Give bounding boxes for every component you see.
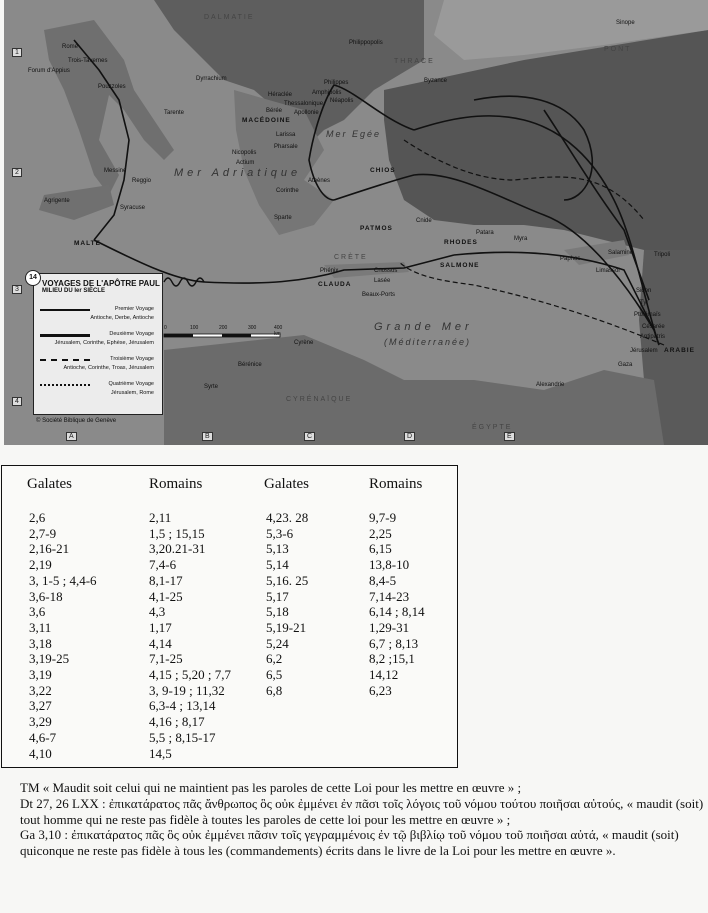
place-clauda: CLAUDA: [318, 281, 352, 288]
note-dt: Dt 27, 26 LXX : ἐπικατάρατος πᾶς ἄνθρωπος ὃς οὐκ ἐμμένει ἐν πᾶσι τοῖς λόγοις τοῦ νόμου τούτου ποιῆσαι αὐτούς, « maudit (soit) tout homme qui ne reste pas fidèle à toutes les paroles de cette loi pour les mettre en œuvre » ;: [20, 795, 704, 827]
table-cell: 4,6-7: [29, 729, 57, 745]
header-romains-1: Romains: [149, 476, 203, 492]
legend-item-name: Troisième Voyage: [110, 356, 154, 362]
place-larissa: Larissa: [276, 132, 296, 138]
sea-egee: Mer Egée: [326, 129, 382, 139]
table-cell: 3,27: [29, 698, 52, 714]
place-sinope: Sinope: [616, 20, 635, 26]
header-galates-2: Galates: [264, 476, 309, 492]
table-cell: 5,3-6: [266, 525, 294, 541]
scale-label: 300: [248, 325, 257, 331]
legend-line-solid: [40, 309, 90, 311]
legend-number: 14: [25, 270, 41, 286]
place-paphos: Paphos: [560, 256, 581, 262]
map: [4, 0, 708, 445]
table-cell: 3,29: [29, 714, 52, 730]
table-cell: 9,7-9: [369, 510, 397, 525]
legend-item-name: Deuxième Voyage: [109, 331, 154, 337]
legend-subtitle: MILIEU DU Ier SIÈCLE: [42, 288, 106, 294]
place-cnide: Cnide: [416, 218, 432, 224]
place-sparte: Sparte: [274, 215, 292, 221]
place-trois-tavernes: Trois-Tavernes: [68, 58, 108, 64]
place-chios: CHIOS: [370, 167, 396, 174]
place-jerusalem: Jérusalem: [630, 348, 658, 354]
legend-item-route: Jérusalem, Corinthe, Ephèse, Jérusalem: [54, 340, 154, 346]
place-arabie: ARABIE: [664, 347, 695, 354]
grid-col-b: B: [202, 432, 213, 441]
place-patmos: PATMOS: [360, 225, 393, 232]
legend-item: [40, 306, 156, 330]
table-cell: 7,4-6: [149, 557, 177, 573]
place-thessalonique: Thessalonique: [284, 101, 324, 107]
table-cell: 3, 9-19 ; 11,32: [149, 682, 225, 698]
place-patara: Patara: [476, 230, 494, 236]
legend-line-dashed: [40, 359, 90, 361]
table-cell: 4,3: [149, 604, 166, 620]
place-cyrene: Cyrène: [294, 340, 314, 346]
place-pharsale: Pharsale: [274, 144, 298, 150]
place-tyr: Tyr: [640, 300, 649, 306]
table-cell: 4,15 ; 5,20 ; 7,7: [149, 667, 231, 683]
grid-col-a: A: [66, 432, 77, 441]
scale-bar: [164, 334, 280, 337]
table-cell: 6,15: [369, 541, 392, 557]
place-messine: Messine: [104, 168, 127, 174]
column-galates-2: [266, 510, 308, 698]
place-amphipolis: Amphipolis: [312, 90, 342, 96]
place-myra: Myra: [514, 236, 528, 242]
table-cell: 2,25: [369, 525, 392, 541]
table-cell: 6,7 ; 8,13: [369, 635, 419, 651]
table-cell: 7,1-25: [149, 651, 183, 667]
place-neapolis: Néapolis: [330, 98, 354, 104]
legend-item-name: Quatrième Voyage: [108, 381, 154, 387]
place-actium: Actium: [236, 160, 255, 166]
place-malte: MALTE: [74, 240, 101, 247]
table-cell: 5,5 ; 8,15-17: [149, 729, 216, 745]
table-cell: 13,8-10: [369, 557, 410, 573]
place-salmone: SALMONE: [440, 262, 480, 269]
legend-item-route: Jérusalem, Rome: [110, 390, 154, 396]
place-agrigente: Agrigente: [44, 198, 70, 204]
place-alexandrie: Alexandrie: [536, 382, 565, 388]
region-cyrenaique: CYRÉNAÏQUE: [286, 396, 353, 403]
legend-item-name: Premier Voyage: [114, 306, 154, 312]
place-gaza: Gaza: [618, 362, 633, 368]
place-rome: Rome: [62, 44, 79, 50]
scale-label: 0: [164, 325, 167, 331]
column-romains-2: [369, 510, 425, 698]
table-cell: 14,12: [369, 667, 399, 683]
table-cell: 5,13: [266, 541, 289, 557]
place-pouzzoles: Pouzzoles: [98, 84, 126, 90]
place-berenice: Bérénice: [238, 362, 262, 368]
place-limassol: Limassol: [596, 268, 620, 274]
sea-grande-mer: Grande Mer: [374, 321, 473, 333]
column-romains-1: [149, 510, 231, 761]
grid-row-3: 3: [12, 285, 22, 294]
table-cell: 6,23: [369, 682, 392, 698]
table-cell: 8,4-5: [369, 572, 397, 588]
table-cell: 8,1-17: [149, 572, 183, 588]
table-cell: 3,18: [29, 635, 52, 651]
table-cell: 1,17: [149, 619, 172, 635]
table-cell: 3, 1-5 ; 4,4-6: [29, 572, 97, 588]
region-macedoine: MACÉDOINE: [242, 117, 291, 124]
scale-label: 100: [190, 325, 199, 331]
region-dalmatie: DALMATIE: [204, 14, 255, 21]
notes: [20, 780, 706, 859]
map-copyright: © Société Biblique de Genève: [36, 418, 117, 424]
place-tripoli: Tripoli: [654, 252, 671, 258]
table-cell: 2,16-21: [29, 541, 70, 557]
place-dyrrachium: Dyrrachium: [196, 76, 227, 82]
place-phenix: Phénix: [320, 268, 339, 274]
table-cell: 3,22: [29, 682, 52, 698]
table-cell: 6,2: [266, 651, 283, 667]
place-rhodes: RHODES: [444, 239, 478, 246]
place-heraclee: Héraclée: [268, 92, 293, 98]
place-nicopolis: Nicopolis: [232, 150, 257, 156]
place-syracuse: Syracuse: [120, 205, 146, 211]
grid-row-4: 4: [12, 397, 22, 406]
place-philippopolis: Philippopolis: [349, 40, 383, 46]
table-cell: 4,16 ; 8,17: [149, 714, 205, 730]
scale-label: 400 km: [274, 325, 283, 337]
table-cell: 4,10: [29, 745, 52, 761]
sea-mediterranee: (Méditerranée): [384, 337, 472, 347]
region-thrace: THRACE: [394, 58, 435, 65]
place-sidon: Sidon: [636, 288, 652, 294]
correspondence-table: [1, 465, 458, 768]
table-cell: 5,17: [266, 588, 289, 604]
place-syrte: Syrte: [204, 384, 219, 390]
place-tarente: Tarente: [164, 110, 185, 116]
grid-col-e: E: [504, 432, 515, 441]
table-cell: 6,8: [266, 682, 283, 698]
legend-item: [40, 356, 156, 380]
place-corinthe: Corinthe: [276, 188, 299, 194]
legend-item-route: Antioche, Corinthe, Troas, Jérusalem: [63, 365, 154, 371]
sea-adriatique: Mer Adriatique: [174, 167, 302, 179]
place-forum: Forum d'Appius: [28, 68, 70, 74]
table-cell: 3,19-25: [29, 651, 70, 667]
table-cell: 3,19: [29, 667, 52, 683]
table-cell: 8,2 ;15,1: [369, 651, 415, 667]
table-cell: 1,29-31: [369, 619, 410, 635]
table-cell: 2,7-9: [29, 525, 57, 541]
table-cell: 4,23. 28: [266, 510, 309, 525]
table-cell: 2,19: [29, 557, 52, 573]
table-cell: 5,19-21: [266, 619, 307, 635]
place-philippes: Philippes: [324, 80, 349, 86]
column-galates-1: [29, 510, 97, 761]
table-cell: 6,5: [266, 667, 283, 683]
table-cell: 14,5: [149, 745, 172, 761]
place-byzance: Byzance: [424, 78, 448, 84]
place-cnossos: Cnossos: [374, 268, 398, 274]
grid-row-1: 1: [12, 48, 22, 57]
table-cell: 6,3-4 ; 13,14: [149, 698, 216, 714]
note-tm: TM « Maudit soit celui qui ne maintient pas les paroles de cette Loi pour les mettre en œuvre » ;: [20, 780, 522, 795]
region-crete: CRÈTE: [334, 254, 368, 261]
table-cell: 2,6: [29, 510, 46, 525]
map-legend: [29, 273, 163, 415]
place-reggio: Reggio: [132, 178, 152, 184]
table-cell: 1,5 ; 15,15: [149, 525, 205, 541]
table-cell: 7,14-23: [369, 588, 410, 604]
legend-item-route: Antioche, Derbe, Antioche: [90, 315, 154, 321]
place-salamine: Salamine: [608, 250, 634, 256]
header-galates-1: Galates: [27, 476, 72, 492]
region-pont: PONT: [604, 46, 632, 53]
table-cell: 6,14 ; 8,14: [369, 604, 425, 620]
scale-label: 200: [219, 325, 228, 331]
table-cell: 3,11: [29, 619, 52, 635]
place-cesaree: Césarée: [642, 324, 665, 330]
place-apollonie: Apollonie: [294, 110, 319, 116]
grid-col-c: C: [304, 432, 315, 441]
table-cell: 5,14: [266, 557, 289, 573]
table-cell: 2,11: [149, 510, 172, 525]
table-cell: 5,24: [266, 635, 289, 651]
place-beree: Bérée: [266, 108, 283, 114]
legend-title: VOYAGES DE L'APÔTRE PAUL: [42, 279, 160, 288]
place-ptolemais: Ptolémaïs: [634, 312, 661, 318]
region-egypte: ÉGYPTE: [472, 424, 513, 431]
place-antipatris: Antipatris: [640, 334, 666, 340]
table-cell: 4,14: [149, 635, 172, 651]
table-cell: 5,18: [266, 604, 289, 620]
place-lasee: Lasée: [374, 278, 391, 284]
legend-line-bold: [40, 334, 90, 337]
legend-line-dotted: [40, 384, 90, 386]
grid-row-2: 2: [12, 168, 22, 177]
table-cell: 3,6-18: [29, 588, 63, 604]
legend-item: [40, 381, 156, 405]
header-romains-2: Romains: [369, 476, 423, 492]
table-cell: 4,1-25: [149, 588, 183, 604]
table-cell: 3,6: [29, 604, 46, 620]
legend-item: [40, 331, 156, 355]
grid-col-d: D: [404, 432, 415, 441]
note-ga: Ga 3,10 : ἐπικατάρατος πᾶς ὃς οὐκ ἐμμένει πᾶσιν τοῖς γεγραμμένοις ἐν τῷ βιβλίῳ τοῦ νόμου τοῦ ποιῆσαι αὐτά, « maudit (soit) quiconque ne reste pas fidèle à tous les (commandements) écrits dans le livre de la Loi pour les mettre en œuvre ».: [20, 827, 679, 859]
place-athenes: Athènes: [308, 178, 331, 184]
table-cell: 3,20.21-31: [149, 541, 206, 557]
table-cell: 5,16. 25: [266, 572, 309, 588]
place-beaux-ports: Beaux-Ports: [362, 292, 396, 298]
